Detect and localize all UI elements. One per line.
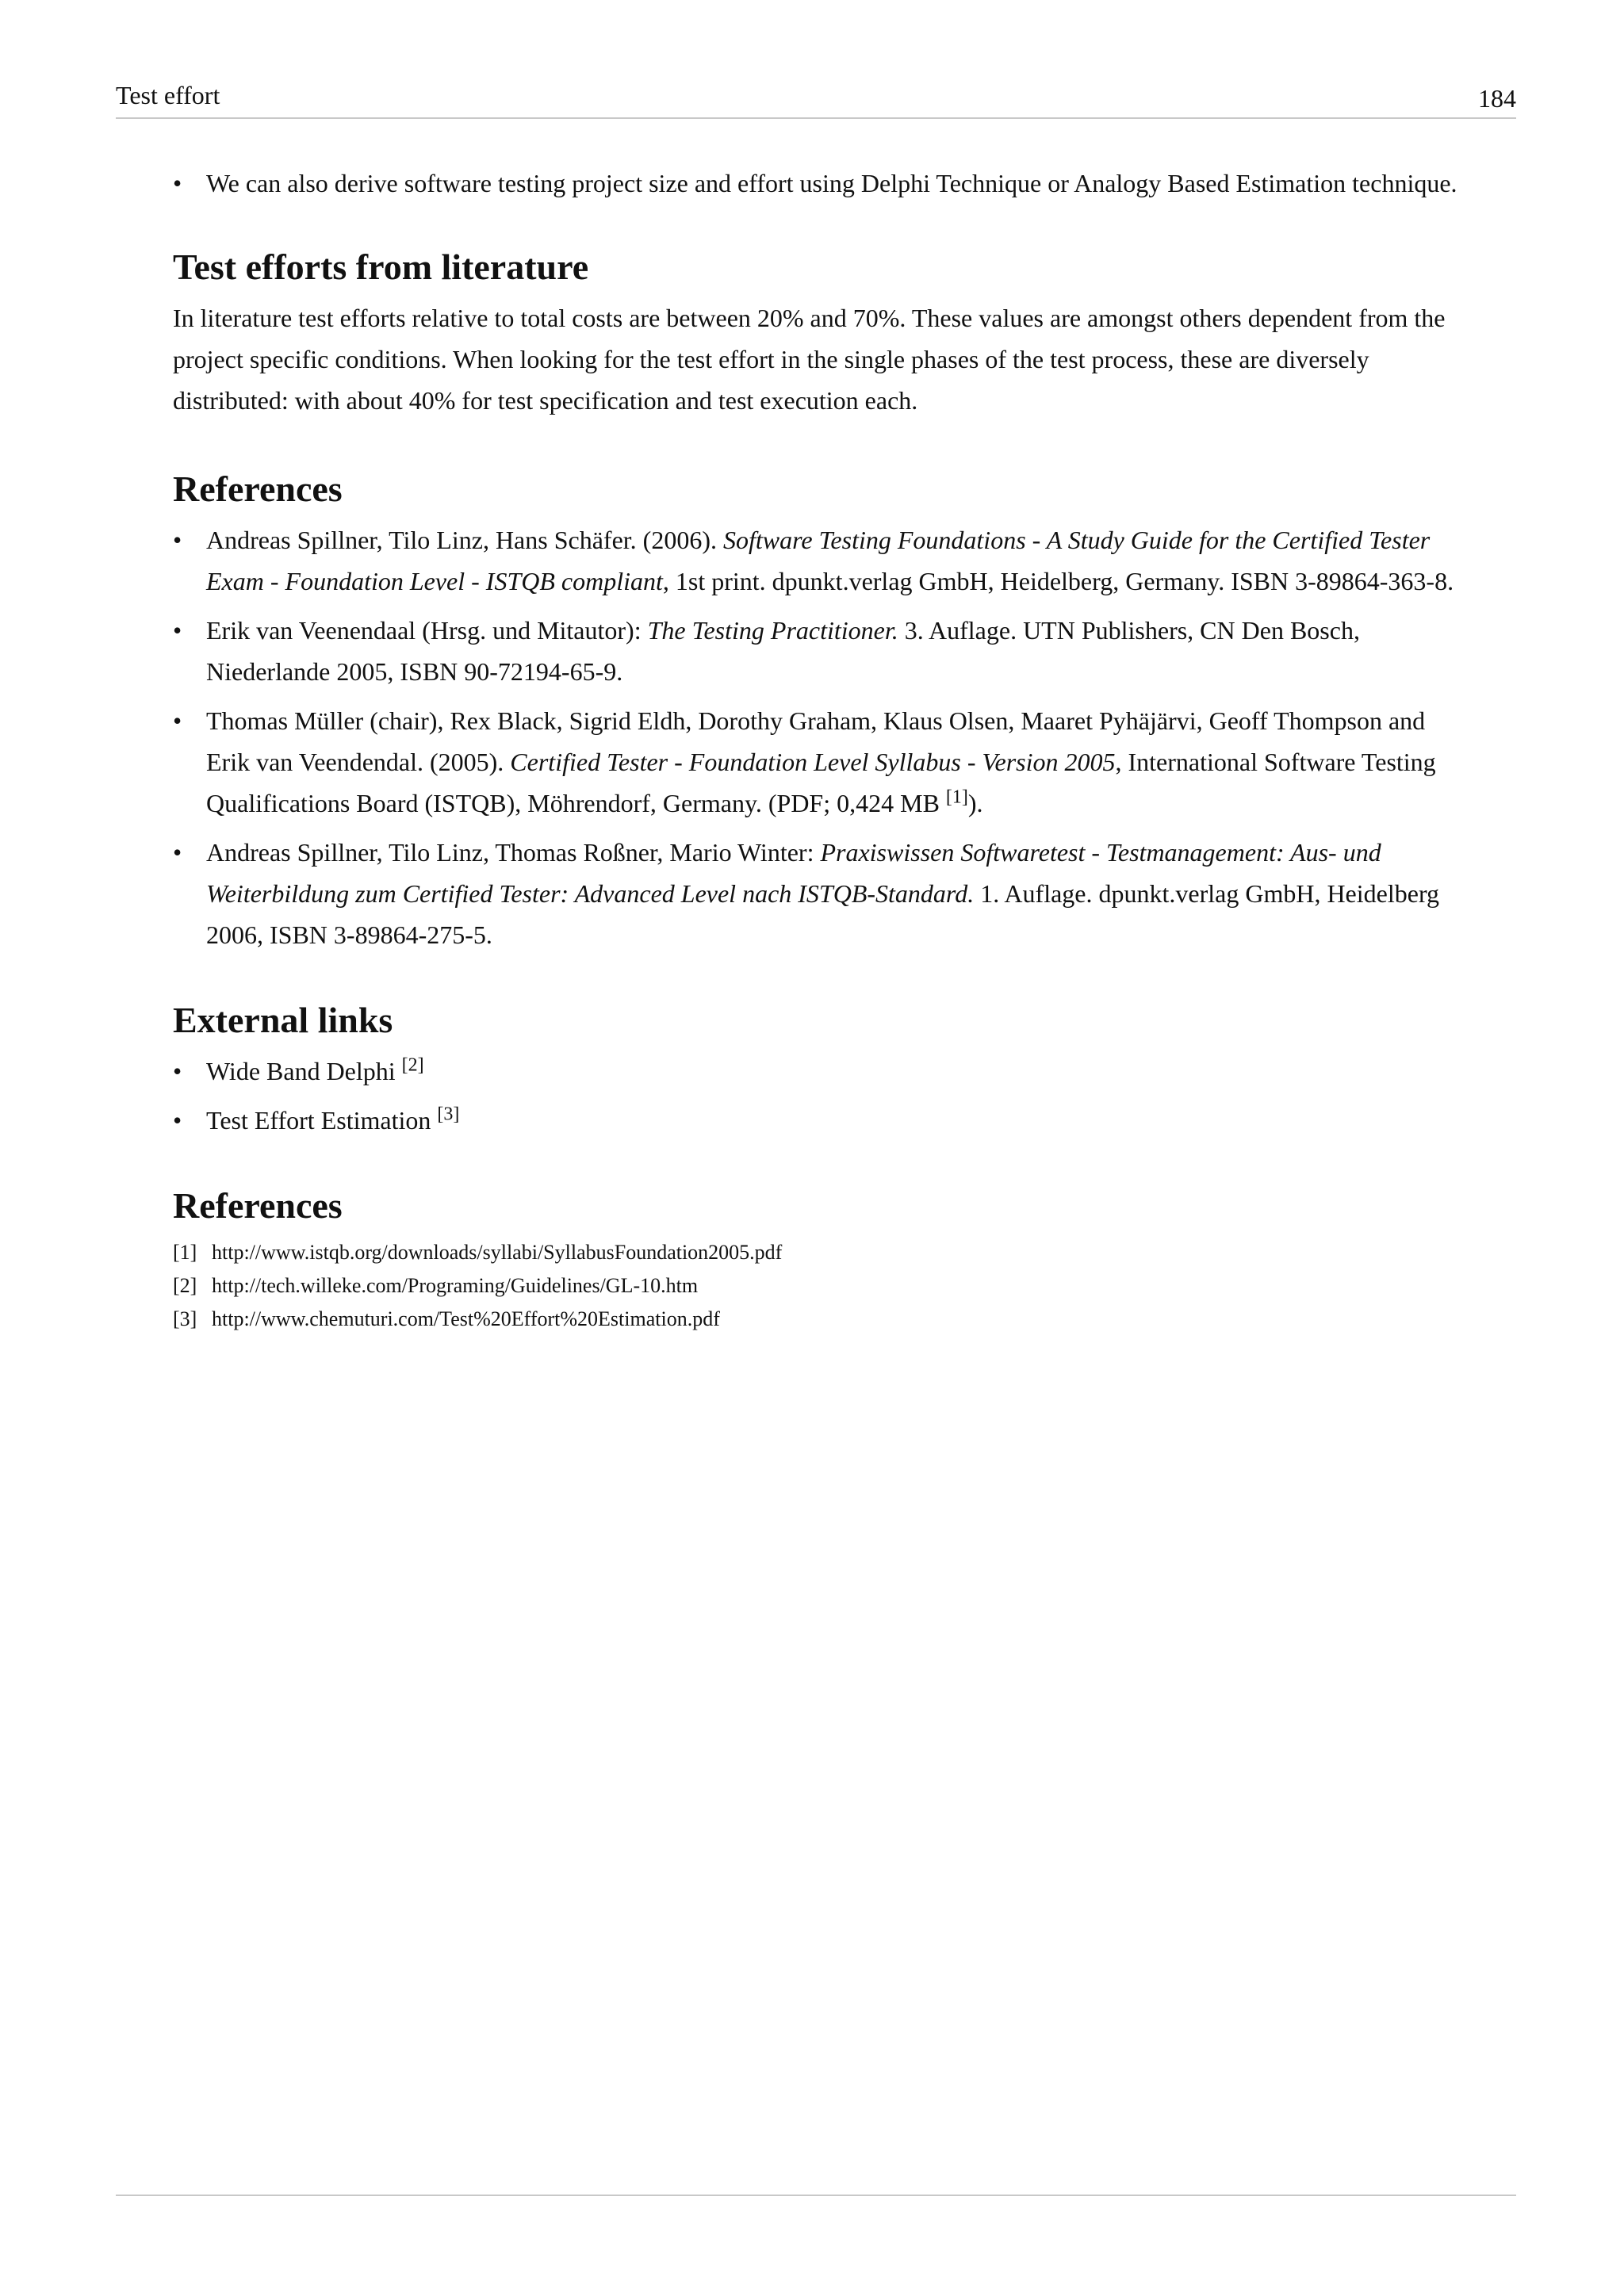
- reference-title: Certified Tester - Foundation Level Syllabus - Version 2005: [510, 748, 1116, 776]
- note-url[interactable]: http://www.istqb.org/downloads/syllabi/SyllabusFoundation2005.pdf: [212, 1241, 783, 1264]
- external-link-item: [173, 1100, 1473, 1141]
- reference-item: [173, 700, 1473, 824]
- section-heading: Test efforts from literature: [173, 247, 589, 287]
- page-content: [173, 163, 1473, 1336]
- literature-paragraph: In literature test efforts relative to total costs are between 20% and 70%. These values are amongst others dependent from the project specific conditions. When looking for the test effort in the single phases of the test process, these are diversely distributed: with about 40% for test specification and test execution each.: [173, 304, 1446, 415]
- reference-details: 3. Auflage. UTN Publishers, CN Den Bosch, Niederlande 2005, ISBN 90-72194-65-9.: [206, 616, 1360, 686]
- note-marker: [2]: [173, 1274, 197, 1297]
- literature-section: [173, 245, 1473, 421]
- note-marker: [3]: [173, 1307, 197, 1330]
- note-marker: [1]: [173, 1241, 197, 1264]
- note-url[interactable]: http://tech.willeke.com/Programing/Guidelines/GL-10.htm: [212, 1274, 699, 1297]
- bullet-icon: •: [173, 526, 182, 554]
- section-heading: References: [173, 469, 343, 509]
- reference-authors: Andreas Spillner, Tilo Linz, Thomas Roßner, Mario Winter:: [206, 838, 821, 867]
- note-item: [173, 1269, 1473, 1303]
- bullet-icon: •: [173, 1106, 182, 1135]
- footnote-link[interactable]: [1]: [945, 786, 968, 808]
- reference-tail: ).: [967, 789, 983, 817]
- note-item: [173, 1303, 1473, 1336]
- footnote-link[interactable]: [3]: [437, 1104, 460, 1125]
- bullet-icon: •: [173, 169, 182, 197]
- bullet-icon: •: [173, 616, 182, 645]
- bullet-icon: •: [173, 1057, 182, 1085]
- external-links-list: [173, 1050, 1473, 1141]
- reference-item: [173, 519, 1473, 602]
- reference-authors: Erik van Veenendaal (Hrsg. und Mitautor):: [206, 616, 648, 645]
- references-section: [173, 467, 1473, 955]
- reference-item: [173, 832, 1473, 955]
- reference-details: 1. Auflage. dpunkt.verlag GmbH, Heidelberg 2006, ISBN 3-89864-275-5.: [206, 879, 1440, 949]
- section-heading: External links: [173, 1000, 393, 1040]
- reference-details: , 1st print. dpunkt.verlag GmbH, Heidelberg, Germany. ISBN 3-89864-363-8.: [662, 567, 1454, 595]
- note-item: [173, 1236, 1473, 1269]
- page-number: 184: [1478, 84, 1516, 113]
- external-link-item: [173, 1050, 1473, 1092]
- external-link-test-effort-estimation[interactable]: Test Effort Estimation: [206, 1106, 431, 1135]
- note-url[interactable]: http://www.chemuturi.com/Test%20Effort%20Estimation.pdf: [212, 1307, 720, 1330]
- external-link-wide-band-delphi[interactable]: Wide Band Delphi: [206, 1057, 396, 1085]
- footer-rule: [116, 2195, 1516, 2196]
- reference-authors: Thomas Müller (chair), Rex Black, Sigrid Eldh, Dorothy Graham, Klaus Olsen, Maaret Pyhäjärvi, Geoff Thompson and Erik van Veendendal. (2005).: [206, 706, 1426, 776]
- intro-bullet-list: [173, 163, 1473, 204]
- list-item: [173, 163, 1473, 204]
- notes-list: [173, 1236, 1473, 1336]
- bullet-icon: •: [173, 838, 182, 867]
- section-heading: References: [173, 1185, 343, 1226]
- reference-authors: Andreas Spillner, Tilo Linz, Hans Schäfer. (2006).: [206, 526, 723, 554]
- reference-details: , International Software Testing Qualifications Board (ISTQB), Möhrendorf, Germany. (PDF; 0,424 MB: [206, 748, 1436, 817]
- reference-title: Praxiswissen Softwaretest - Testmanagement: Aus- und Weiterbildung zum Certified Tester: Advanced Level nach ISTQB-Standard.: [206, 838, 1381, 908]
- running-header: [116, 76, 1516, 119]
- bullet-icon: •: [173, 706, 182, 735]
- intro-bullet-text: We can also derive software testing project size and effort using Delphi Technique or Analogy Based Estimation technique.: [206, 169, 1457, 197]
- notes-section: [173, 1184, 1473, 1336]
- references-list: [173, 519, 1473, 955]
- footnote-link[interactable]: [2]: [401, 1054, 424, 1076]
- running-title: Test effort: [116, 81, 220, 109]
- external-links-section: [173, 998, 1473, 1141]
- reference-item: [173, 610, 1473, 692]
- reference-title: Software Testing Foundations - A Study Guide for the Certified Tester Exam - Foundation Level - ISTQB compliant: [206, 526, 1431, 595]
- reference-title: The Testing Practitioner.: [647, 616, 898, 645]
